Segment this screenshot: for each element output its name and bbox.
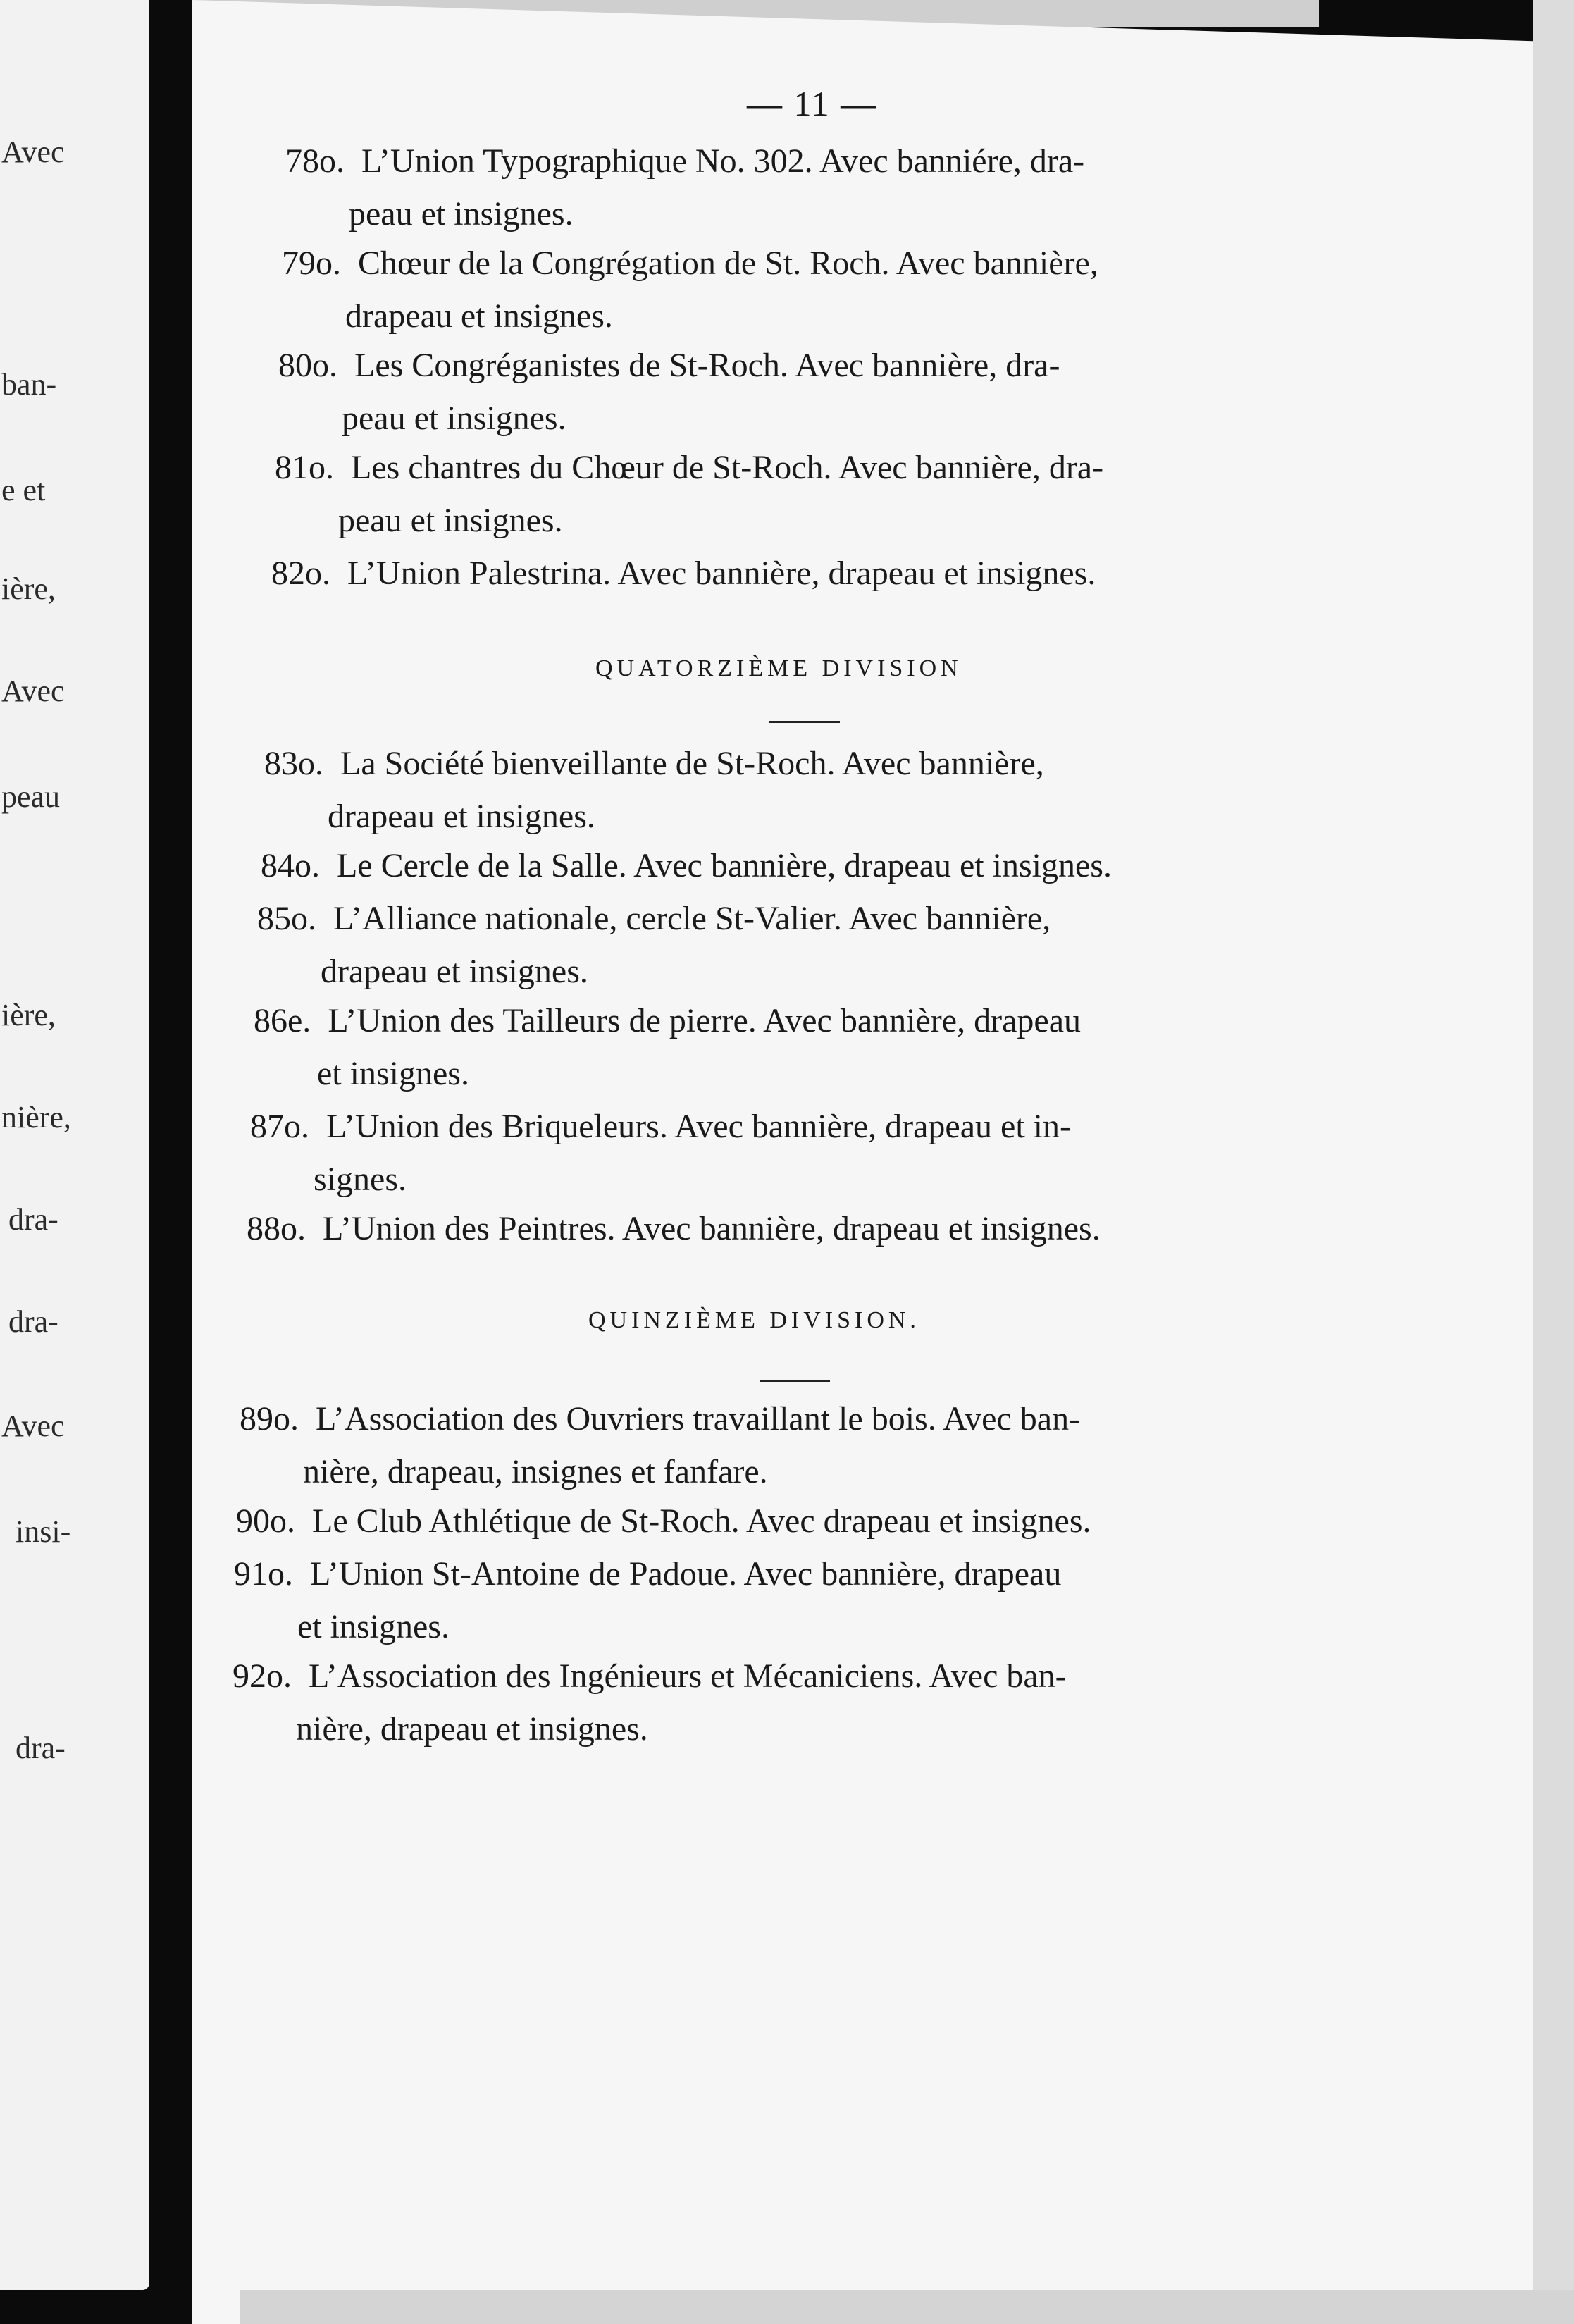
entry-text: Les chantres du Chœur de St-Roch. Avec bannière, dra- — [351, 449, 1104, 486]
left-fragment: e et — [1, 473, 46, 507]
page-bottom-edge — [240, 2290, 1574, 2324]
entry-text: Le Club Athlétique de St-Roch. Avec drapeau et insignes. — [312, 1502, 1091, 1540]
entry-continuation: et insignes. — [297, 1608, 450, 1645]
entry-number: 89o. — [240, 1400, 299, 1438]
entry-number: 83o. — [264, 745, 323, 782]
entry-text: L’Union St-Antoine de Padoue. Avec bannière, drapeau — [310, 1555, 1062, 1593]
division-heading: QUINZIÈME DIVISION. — [588, 1307, 920, 1333]
entry-continuation: peau et insignes. — [342, 400, 566, 437]
entry-number: 80o. — [278, 347, 337, 384]
entry-text: La Société bienveillante de St-Roch. Avec bannière, — [340, 745, 1044, 782]
entry-text: Le Cercle de la Salle. Avec bannière, drapeau et insignes. — [337, 847, 1112, 884]
entry-continuation: drapeau et insignes. — [321, 953, 588, 990]
entry-number: 90o. — [236, 1502, 295, 1540]
division-heading: QUATORZIÈME DIVISION — [595, 655, 962, 681]
left-fragment: dra- — [16, 1731, 66, 1765]
entry-continuation: signes. — [314, 1161, 407, 1198]
entry-continuation: peau et insignes. — [338, 502, 563, 539]
entry-continuation: nière, drapeau, insignes et fanfare. — [303, 1453, 768, 1490]
left-fragment: dra- — [8, 1202, 58, 1237]
entry-number: 82o. — [271, 555, 330, 592]
entry-continuation: drapeau et insignes. — [328, 798, 595, 835]
entry-text: Les Congréganistes de St-Roch. Avec bannière, dra- — [354, 347, 1060, 384]
page-right-edge — [1533, 0, 1574, 2324]
left-fragment: Avec — [1, 674, 65, 708]
divider — [769, 721, 840, 723]
entry-continuation: nière, drapeau et insignes. — [296, 1710, 648, 1748]
entry-text: L’Association des Ouvriers travaillant le bois. Avec ban- — [316, 1400, 1081, 1438]
entry-number: 81o. — [275, 449, 334, 486]
entry-number: 84o. — [261, 847, 320, 884]
entry-text: L’Union des Peintres. Avec bannière, drapeau et insignes. — [323, 1210, 1101, 1247]
entry-text: Chœur de la Congrégation de St. Roch. Avec bannière, — [358, 245, 1098, 282]
entry-text: L’Alliance nationale, cercle St-Valier. Avec bannière, — [333, 900, 1051, 937]
page-number: — 11 — — [747, 84, 878, 123]
divider — [760, 1380, 830, 1382]
left-fragment: ban- — [1, 367, 57, 402]
entry-text: L’Union Palestrina. Avec bannière, drapeau et insignes. — [347, 555, 1096, 592]
entry-number: 79o. — [282, 245, 341, 282]
left-fragment: insi- — [16, 1514, 71, 1549]
left-fragment: nière, — [1, 1100, 71, 1135]
left-fragment: ière, — [1, 998, 56, 1032]
left-fragment: peau — [1, 779, 61, 814]
left-fragment: Avec — [1, 1409, 65, 1443]
left-fragment: dra- — [8, 1304, 58, 1339]
entry-number: 86e. — [254, 1002, 311, 1039]
left-fragment: ière, — [1, 571, 56, 606]
entry-number: 91o. — [234, 1555, 293, 1593]
entry-text: L’Union des Tailleurs de pierre. Avec bannière, drapeau — [328, 1002, 1081, 1039]
entry-number: 85o. — [257, 900, 316, 937]
entry-continuation: peau et insignes. — [349, 195, 574, 233]
entry-number: 87o. — [250, 1108, 309, 1145]
entry-text: L’Association des Ingénieurs et Mécaniciens. Avec ban- — [309, 1657, 1067, 1695]
entry-text: L’Union Typographique No. 302. Avec banniére, dra- — [361, 142, 1085, 180]
left-fragment: Avec — [1, 135, 65, 169]
entry-text: L’Union des Briqueleurs. Avec bannière, drapeau et in- — [326, 1108, 1071, 1145]
entry-continuation: et insignes. — [317, 1055, 469, 1092]
entry-number: 88o. — [247, 1210, 306, 1247]
entry-number: 92o. — [233, 1657, 292, 1695]
entry-number: 78o. — [285, 142, 345, 180]
previous-page-strip — [0, 0, 149, 2290]
entry-continuation: drapeau et insignes. — [345, 297, 613, 335]
